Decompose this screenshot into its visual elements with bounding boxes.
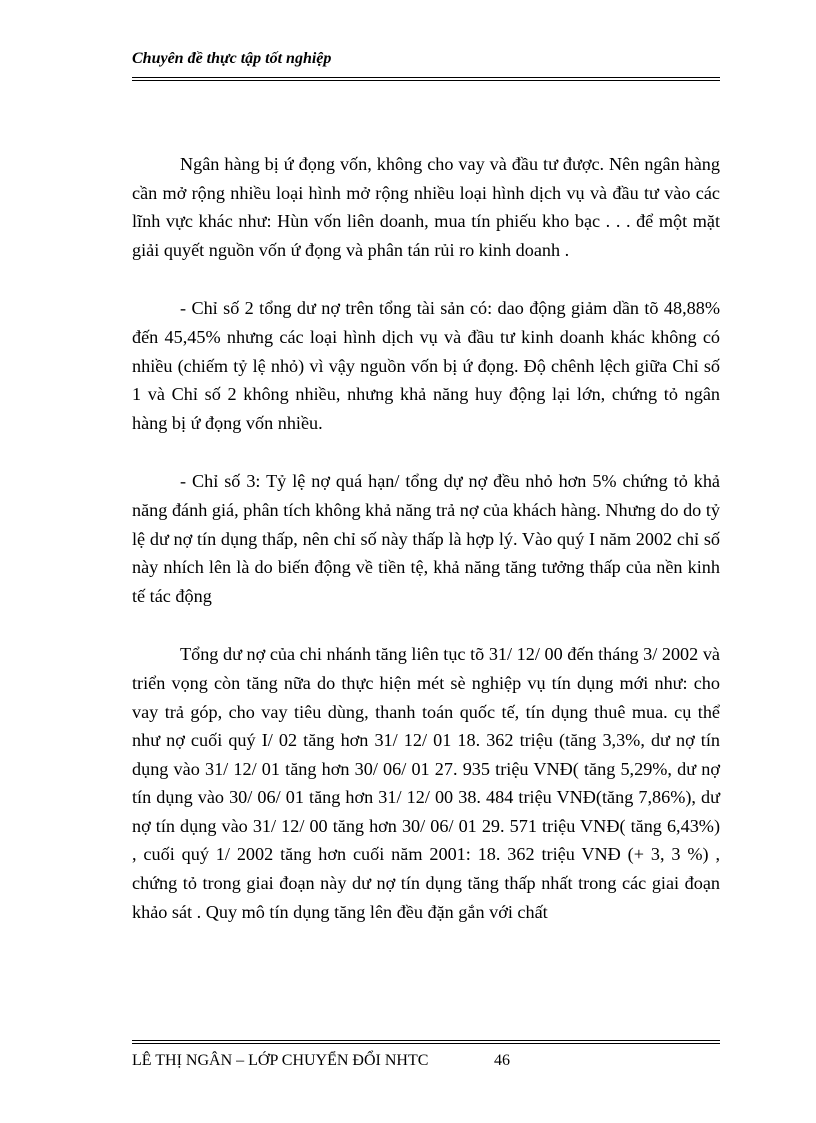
page-body [132,150,720,926]
paragraph-2: - Chỉ số 2 tổng dư nợ trên tổng tài sản có: dao động giảm dần tõ 48,88% đến 45,45% nhưng các loại hình dịch vụ và đầu tư kinh doanh khác không có nhiều (chiếm tỷ lệ nhỏ) vì vậy nguồn vốn bị ứ đọng. Độ chênh lệch giữa Chỉ số 1 và Chỉ số 2 không nhiều, nhưng khả năng huy động lại lớn, chứng tỏ ngân hàng bị ứ đọng vốn nhiều. [132,298,720,433]
paragraph-3: - Chỉ số 3: Tỷ lệ nợ quá hạn/ tổng dự nợ đều nhỏ hơn 5% chứng tỏ khả năng đánh giá, phân tích không khả năng trả nợ của khách hàng. Nhưng do do tỷ lệ dư nợ tín dụng thấp, nên chỉ số này thấp là hợp lý. Vào quý I năm 2002 chỉ số này nhích lên là do biến động về tiền tệ, khả năng tăng tưởng thấp của nền kinh tế tác động [132,471,720,606]
header-title: Chuyên đề thực tập tốt nghiệp [132,50,332,67]
page-number: 46 [494,1052,510,1069]
header-rule-bottom [132,80,720,81]
footer-rule-top [132,1040,720,1041]
header-rule-top [132,77,720,78]
footer-rule-bottom [132,1043,720,1044]
paragraph-1: Ngân hàng bị ứ đọng vốn, không cho vay và đầu tư được. Nên ngân hàng cần mở rộng nhiều loại hình mở rộng nhiều loại hình dịch vụ và đầu tư vào các lĩnh vực khác như: Hùn vốn liên doanh, mua tín phiếu kho bạc . . . để một mặt giải quyết nguồn vốn ứ đọng và phân tán rủi ro kinh doanh . [132,154,720,260]
footer-author: LÊ THỊ NGÂN – LỚP CHUYỂN ĐỔI NHTC [132,1052,429,1069]
paragraph-4: Tổng dư nợ của chi nhánh tăng liên tục tõ 31/ 12/ 00 đến tháng 3/ 2002 và triển vọng còn tăng nữa do thực hiện mét sè nghiệp vụ tín dụng mới như: cho vay trả góp, cho vay tiêu dùng, thanh toán quốc tế, tín dụng thuê mua. cụ thể như nợ cuối quý I/ 02 tăng hơn 31/ 12/ 01 18. 362 triệu (tăng 3,3%, dư nợ tín dụng vào 31/ 12/ 01 tăng hơn 30/ 06/ 01 27. 935 triệu VNĐ( tăng 5,29%, dư nợ tín dụng vào 30/ 06/ 01 tăng hơn 31/ 12/ 00 38. 484 triệu VNĐ(tăng 7,86%), dư nợ tín dụng vào 31/ 12/ 00 tăng hơn 30/ 06/ 01 29. 571 triệu VNĐ( tăng 6,43%) , cuối quý 1/ 2002 tăng hơn cuối năm 2001: 18. 362 triệu VNĐ (+ 3, 3 %) , chứng tỏ trong giai đoạn này dư nợ tín dụng tăng thấp nhất trong các giai đoạn khảo sát . Quy mô tín dụng tăng lên đều đặn gắn với chất [132,644,720,922]
